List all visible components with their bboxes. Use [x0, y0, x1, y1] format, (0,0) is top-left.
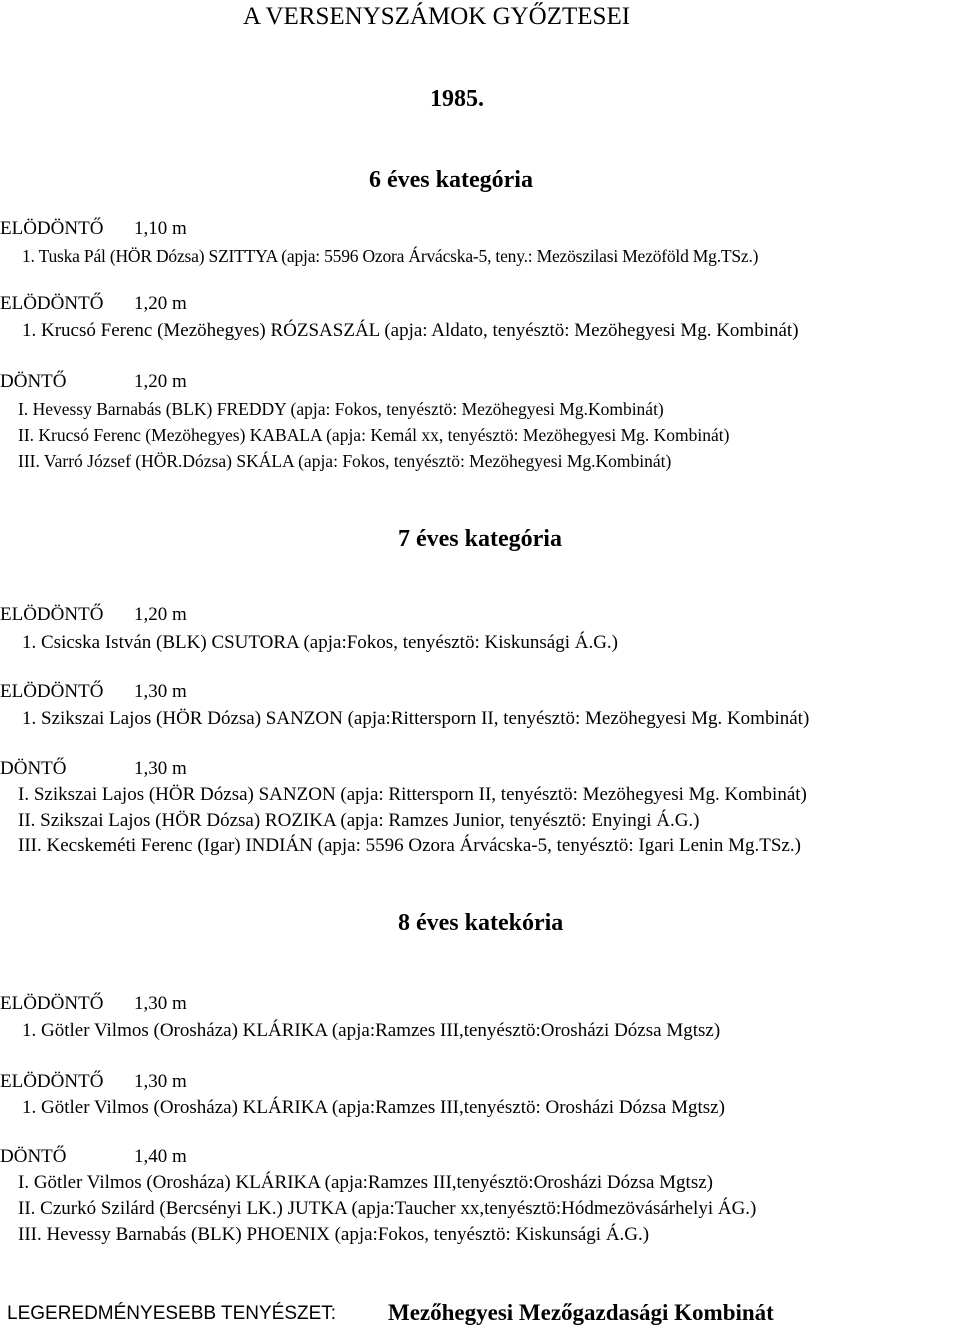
heat-header — [0, 371, 187, 393]
result-entry: II. Czurkó Szilárd (Bercsényi LK.) JUTKA (apja:Taucher xx,tenyésztö:Hódmezövásárhelyi ÁG.) — [18, 1198, 757, 1219]
heat-height: 1,30 m — [134, 758, 187, 779]
heat-name: ELÖDÖNTŐ — [0, 293, 104, 314]
heat-header — [0, 993, 187, 1015]
page-title: A VERSENYSZÁMOK GYŐZTESEI — [243, 3, 631, 30]
heat-height: 1,10 m — [134, 218, 187, 239]
result-entry: I. Hevessy Barnabás (BLK) FREDDY (apja: Fokos, tenyésztö: Mezöhegyesi Mg.Kombinát) — [18, 399, 664, 419]
result-entry: 1. Krucsó Ferenc (Mezöhegyes) RÓZSASZÁL (apja: Aldato, tenyésztö: Mezöhegyesi Mg. Kombinát) — [22, 320, 799, 341]
result-entry: II. Krucsó Ferenc (Mezöhegyes) KABALA (apja: Kemál xx, tenyésztö: Mezöhegyesi Mg. Kombinát) — [18, 425, 730, 445]
heat-name: ELÖDÖNTŐ — [0, 1071, 104, 1092]
heat-name: DÖNTŐ — [0, 1146, 67, 1167]
heat-height: 1,30 m — [134, 993, 187, 1014]
heat-height: 1,30 m — [134, 1071, 187, 1092]
heat-header — [0, 1071, 187, 1093]
result-entry: 1. Szikszai Lajos (HÖR Dózsa) SANZON (apja:Rittersporn II, tenyésztö: Mezöhegyesi Mg. Kombinát) — [22, 708, 810, 729]
category-heading-8: 8 éves katekória — [398, 910, 564, 936]
heat-header — [0, 293, 187, 315]
result-entry: III. Kecskeméti Ferenc (Igar) INDIÁN (apja: 5596 Ozora Árvácska-5, tenyésztö: Igari Lenin Mg.TSz.) — [18, 835, 801, 856]
footer-label: LEGEREDMÉNYESEBB TENYÉSZET: — [7, 1303, 337, 1324]
heat-header — [0, 681, 187, 703]
year-heading: 1985. — [430, 86, 484, 112]
heat-name: ELÖDÖNTŐ — [0, 993, 104, 1014]
heat-name: DÖNTŐ — [0, 371, 67, 392]
heat-name: ELÖDÖNTŐ — [0, 218, 104, 239]
result-entry: 1. Götler Vilmos (Orosháza) KLÁRIKA (apja:Ramzes III,tenyésztö:Orosházi Dózsa Mgtsz) — [22, 1020, 721, 1041]
result-entry: 1. Csicska István (BLK) CSUTORA (apja:Fokos, tenyésztö: Kiskunsági Á.G.) — [22, 632, 618, 653]
category-heading-6: 6 éves kategória — [369, 167, 533, 193]
heat-height: 1,20 m — [134, 371, 187, 392]
heat-height: 1,40 m — [134, 1146, 187, 1167]
heat-header — [0, 604, 187, 626]
heat-name: ELÖDÖNTŐ — [0, 604, 104, 625]
heat-header — [0, 758, 187, 780]
heat-header — [0, 218, 187, 240]
heat-height: 1,20 m — [134, 604, 187, 625]
result-entry: 1. Götler Vilmos (Orosháza) KLÁRIKA (apja:Ramzes III,tenyésztö: Orosházi Dózsa Mgtsz) — [22, 1097, 725, 1118]
category-heading-7: 7 éves kategória — [398, 526, 562, 552]
result-entry: III. Varró József (HÖR.Dózsa) SKÁLA (apja: Fokos, tenyésztö: Mezöhegyesi Mg.Kombinát) — [18, 451, 672, 471]
footer-value: Mezőhegyesi Mezőgazdasági Kombinát — [388, 1300, 774, 1325]
result-entry: III. Hevessy Barnabás (BLK) PHOENIX (apja:Fokos, tenyésztö: Kiskunsági Á.G.) — [18, 1224, 650, 1245]
result-entry: II. Szikszai Lajos (HÖR Dózsa) ROZIKA (apja: Ramzes Junior, tenyésztö: Enyingi Á.G.) — [18, 810, 700, 831]
heat-height: 1,30 m — [134, 681, 187, 702]
heat-name: ELÖDÖNTŐ — [0, 681, 104, 702]
result-entry: I. Götler Vilmos (Orosháza) KLÁRIKA (apja:Ramzes III,tenyésztö:Orosházi Dózsa Mgtsz) — [18, 1172, 713, 1193]
heat-name: DÖNTŐ — [0, 758, 67, 779]
heat-height: 1,20 m — [134, 293, 187, 314]
result-entry: 1. Tuska Pál (HÖR Dózsa) SZITTYA (apja: 5596 Ozora Árvácska-5, teny.: Mezöszilasi Mezöföld Mg.TSz.) — [22, 246, 759, 266]
result-entry: I. Szikszai Lajos (HÖR Dózsa) SANZON (apja: Rittersporn II, tenyésztö: Mezöhegyesi Mg. Kombinát) — [18, 784, 807, 805]
heat-header — [0, 1146, 187, 1168]
